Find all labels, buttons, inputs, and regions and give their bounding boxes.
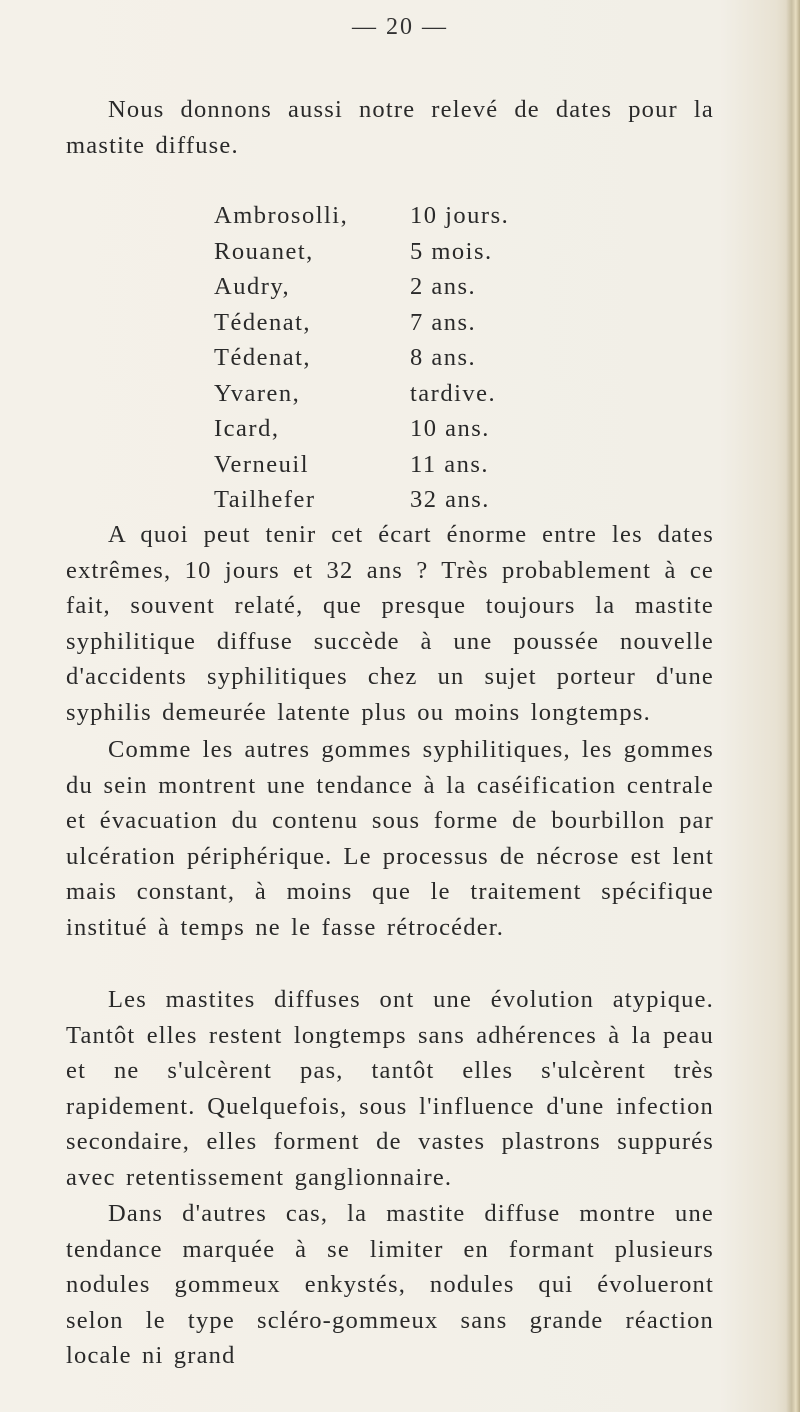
case-duration: 10 ans. bbox=[410, 415, 490, 442]
paragraph-text: Les mastites diffuses ont une évolution atypique. Tantôt elles restent longtemps sans adhérences à la peau et ne s'ulcèrent pas, tantôt elles s'ulcèrent très rapidement. Quelquefois, sous l'influence d'une infection secondaire, elles forment de vastes plastrons suppurés avec retentissement ganglionnaire. bbox=[66, 986, 714, 1191]
paragraph-text: Dans d'autres cas, la mastite diffuse montre une tendance marquée à se limiter en formant plusieurs nodules gommeux enkystés, nodules qui évolueront selon le type scléro-gommeux sans grande réaction locale ni grand bbox=[66, 1200, 714, 1369]
intro-paragraph bbox=[66, 92, 714, 163]
paragraph-gommes bbox=[66, 732, 714, 945]
case-duration: 11 ans. bbox=[410, 450, 489, 478]
case-row bbox=[214, 234, 534, 270]
case-duration: 7 ans. bbox=[410, 308, 477, 336]
case-author: Yvaren, bbox=[214, 379, 301, 407]
case-author: Tédenat, bbox=[214, 308, 312, 336]
case-duration: 2 ans. bbox=[410, 273, 477, 300]
case-author: Icard, bbox=[214, 415, 280, 442]
case-row bbox=[214, 198, 534, 234]
case-row bbox=[214, 376, 534, 412]
case-row bbox=[214, 305, 534, 341]
case-author: Tédenat, bbox=[214, 344, 312, 371]
case-author: Tailhefer bbox=[214, 486, 316, 513]
case-duration: 5 mois. bbox=[410, 237, 493, 265]
case-duration: 8 ans. bbox=[410, 344, 477, 371]
paragraph-text: Comme les autres gommes syphilitiques, les gommes du sein montrent une tendance à la caséification centrale et évacuation du contenu sous forme de bourbillon par ulcération périphérique. Le processus de nécrose est lent mais constant, à moins que le traitement spécifique institué à temps ne le fasse rétrocéder. bbox=[66, 736, 714, 941]
case-row bbox=[214, 340, 534, 376]
case-row bbox=[214, 447, 534, 483]
case-list bbox=[214, 198, 534, 518]
case-author: Verneuil bbox=[214, 450, 309, 478]
paragraph-dates bbox=[66, 517, 714, 730]
case-row bbox=[214, 269, 534, 305]
case-author: Audry, bbox=[214, 273, 291, 300]
page-edge bbox=[786, 0, 800, 1412]
case-duration: tardive. bbox=[410, 379, 497, 407]
intro-text: Nous donnons aussi notre relevé de dates pour la mastite diffuse. bbox=[66, 96, 714, 159]
case-author: Rouanet, bbox=[214, 237, 314, 265]
case-row bbox=[214, 482, 534, 518]
case-duration: 32 ans. bbox=[410, 486, 490, 513]
case-row bbox=[214, 411, 534, 447]
paragraph-text: A quoi peut tenir cet écart énorme entre les dates extrêmes, 10 jours et 32 ans ? Très probablement à ce fait, souvent relaté, que presque toujours la mastite syphilitique diffuse succède à une poussée nouvelle d'accidents syphilitiques chez un sujet porteur d'une syphilis demeurée latente plus ou moins longtemps. bbox=[66, 521, 714, 726]
case-duration: 10 jours. bbox=[410, 202, 510, 229]
case-author: Ambrosolli, bbox=[214, 202, 349, 229]
paragraph-nodules bbox=[66, 1196, 714, 1374]
page-number: — 20 — bbox=[352, 14, 448, 40]
paragraph-evolution bbox=[66, 982, 714, 1195]
